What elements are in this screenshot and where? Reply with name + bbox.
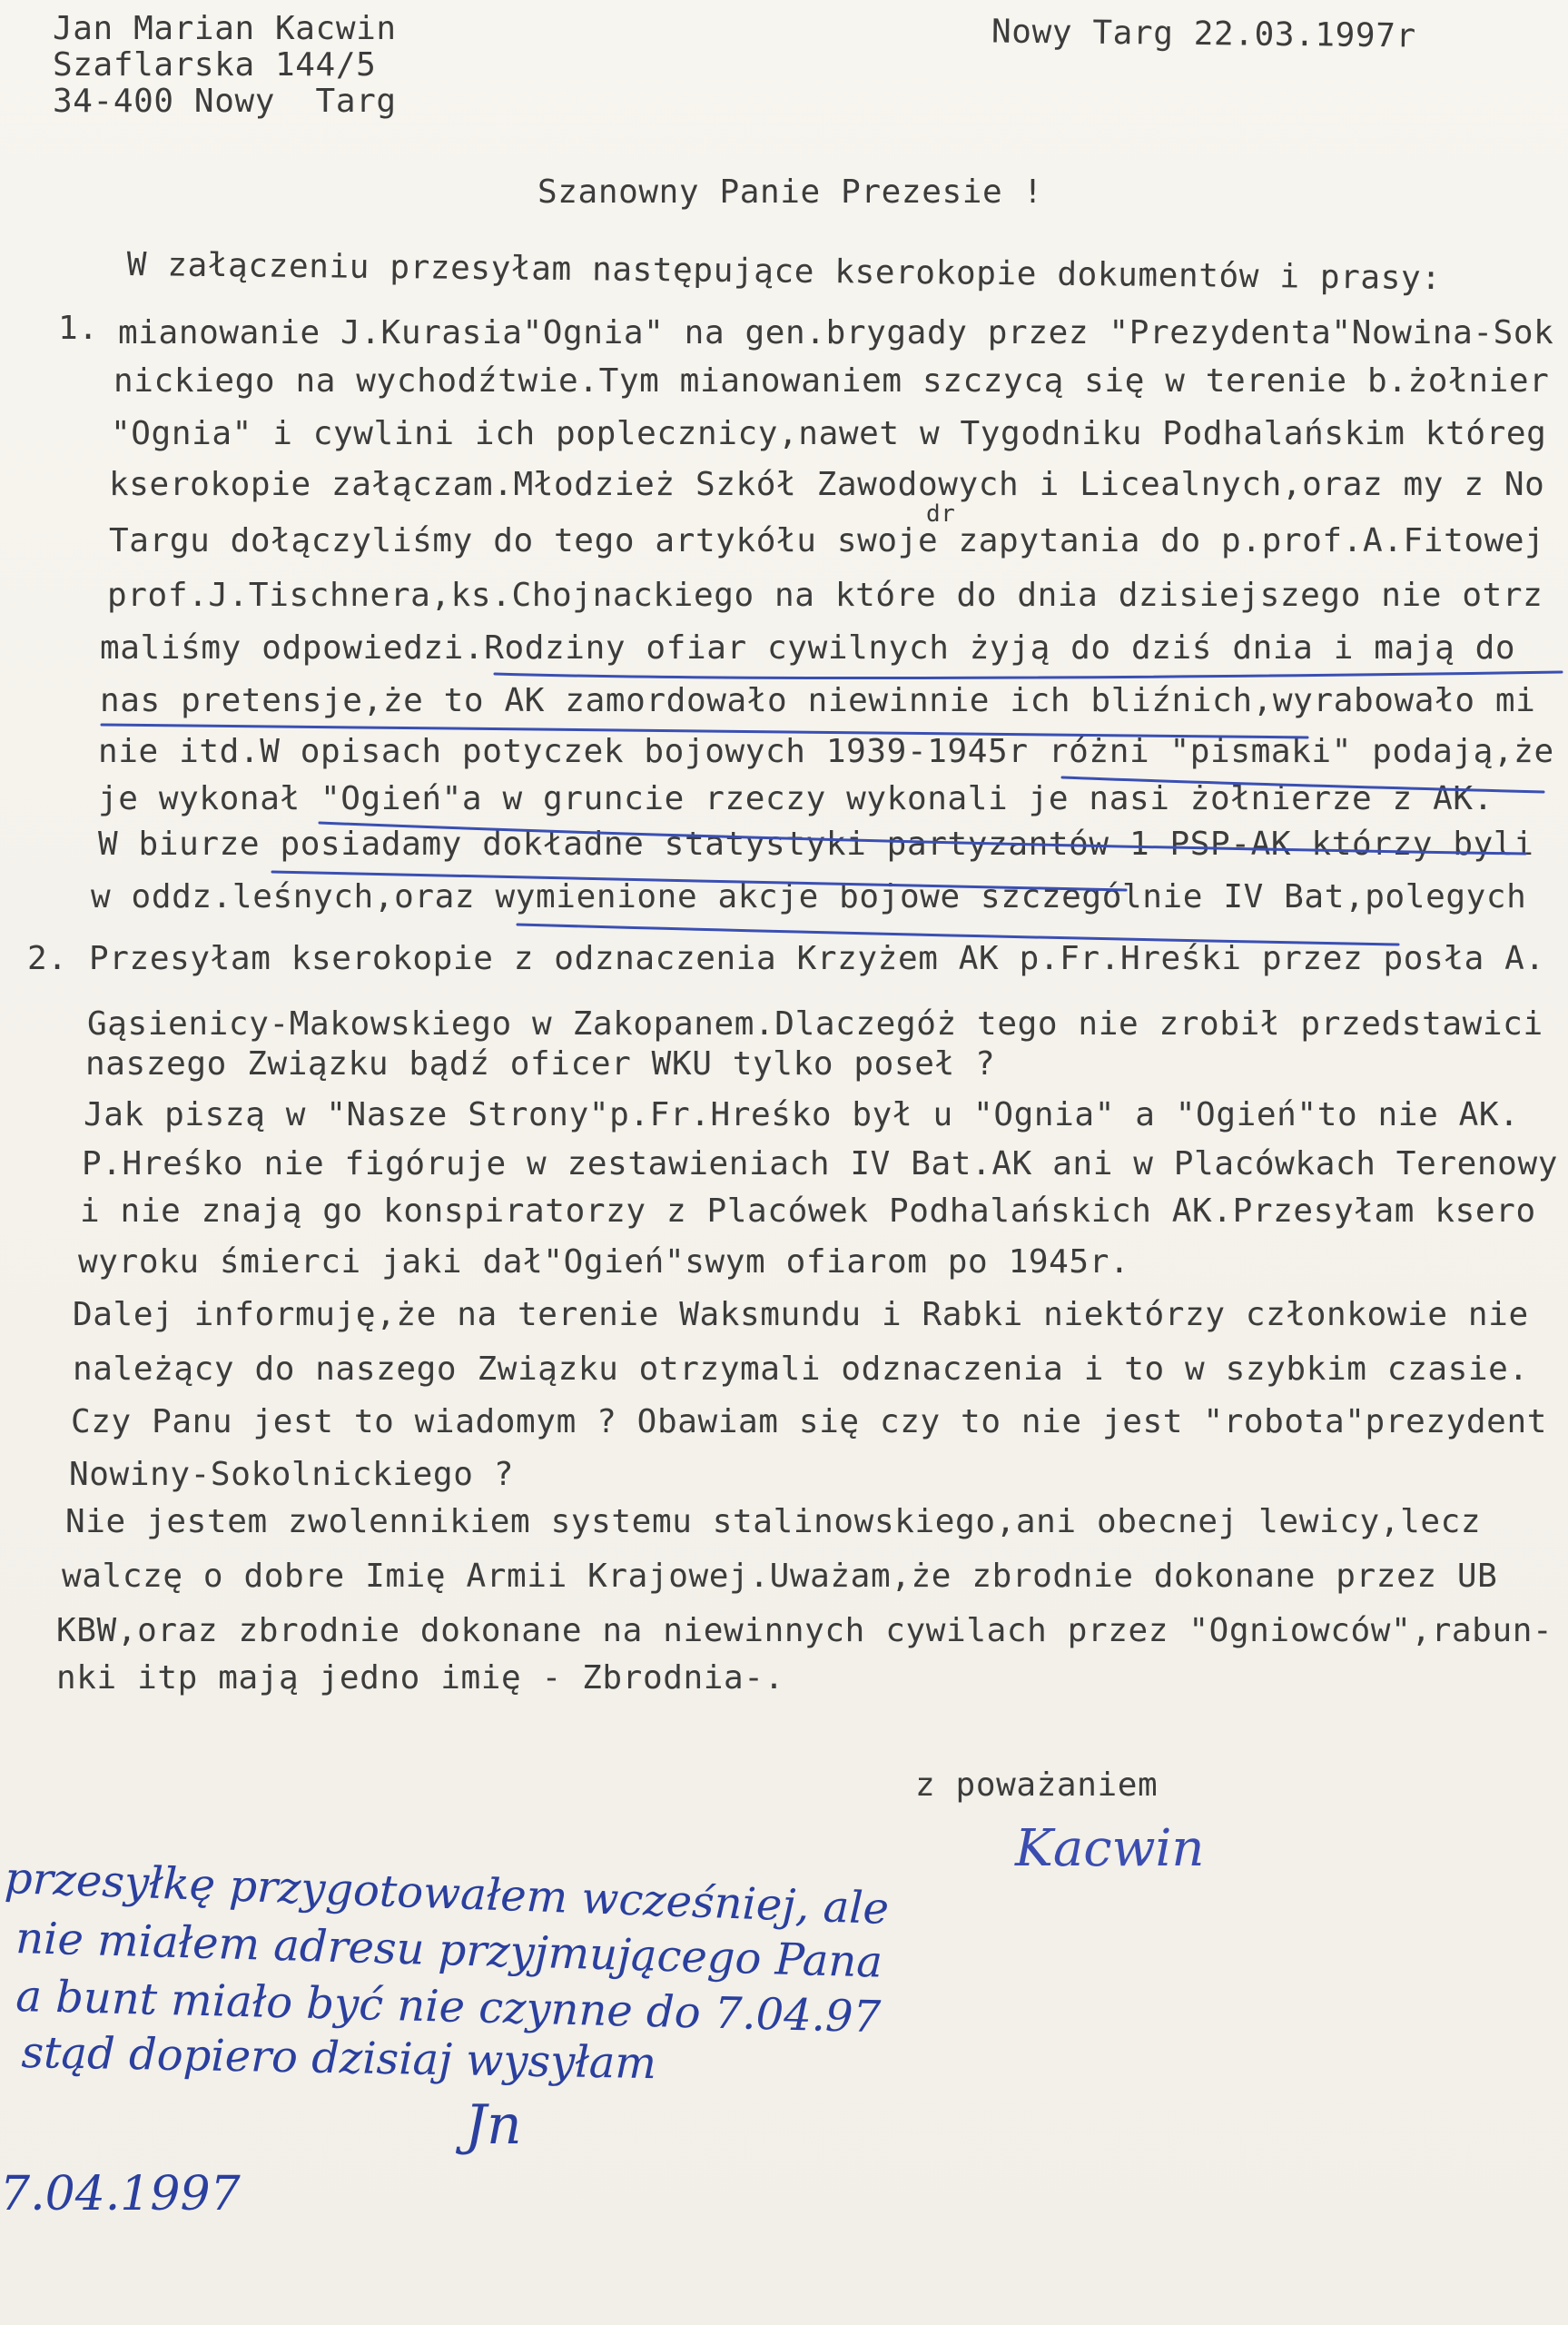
item-1-line: maliśmy odpowiedzi.Rodziny ofiar cywilnych żyją do dziś dnia i mają do (100, 629, 1516, 667)
handwritten-note-line: przesyłkę przygotowałem wcześniej, ale (4, 1853, 890, 1934)
handwritten-correction: dr (926, 500, 956, 528)
item-1-line: nas pretensje,że to AK zamordowało niewinnie ich bliźnich,wyrabowało mi (100, 682, 1536, 719)
item-2-line: należący do naszego Związku otrzymali odznaczenia i to w szybkim czasie. (73, 1350, 1529, 1388)
item-2-line: Czy Panu jest to wiadomym ? Obawiam się czy to nie jest "robota"prezydent (71, 1403, 1547, 1440)
sender-name: Jan Marian Kacwin (53, 10, 397, 47)
item-2-line: walczę o dobre Imię Armii Krajowej.Uważam,że zbrodnie dokonane przez UB (62, 1558, 1498, 1595)
item-1-number: 1. (58, 310, 99, 347)
sender-street: Szaflarska 144/5 (53, 46, 377, 84)
handwritten-date: 7.04.1997 (0, 2167, 241, 2221)
handwritten-note-line: nie miałem adresu przyjmującego Pana (15, 1913, 883, 1988)
signature: Kacwin (1015, 1819, 1205, 1878)
item-2-line: i nie znają go konspiratorzy z Placówek Podhalańskich AK.Przesyłam ksero (80, 1192, 1536, 1230)
item-2-line: naszego Związku bądź oficer WKU tylko poseł ? (85, 1045, 996, 1083)
item-1-line: W biurze posiadamy dokładne statystyki partyzantów 1 PSP-AK którzy byli (98, 826, 1534, 863)
item-2-line: Nowiny-Sokolnickiego ? (69, 1456, 515, 1493)
item-1-line: nickiego na wychodźtwie.Tym mianowaniem szczycą się w terenie b.żołnier (113, 362, 1550, 400)
sender-city: 34-400 Nowy Targ (53, 83, 397, 120)
pen-underline (495, 672, 1562, 678)
item-1-line: w oddz.leśnych,oraz wymienione akcje bojowe szczególnie IV Bat,polegych (91, 878, 1527, 915)
pen-underline (102, 725, 1307, 737)
item-1-line: Targu dołączyliśmy do tego artykółu swoje zapytania do p.prof.A.Fitowej (109, 522, 1545, 559)
item-2-line: KBW,oraz zbrodnie dokonane na niewinnych cywilach przez "Ogniowców",rabun- (56, 1612, 1553, 1649)
handwritten-note-line: a bunt miało być nie czynne do 7.04.97 (15, 1971, 882, 2043)
item-2-line: P.Hreśko nie figóruje w zestawieniach IV Bat.AK ani w Placówkach Terenowy (82, 1145, 1558, 1182)
handwritten-note-line: stąd dopiero dzisiaj wysyłam (21, 2027, 657, 2090)
handwritten-initials: Jn (465, 2093, 522, 2157)
item-2-line: Nie jestem zwolennikiem systemu stalinowskiego,ani obecnej lewicy,lecz (65, 1503, 1482, 1540)
item-1-line: je wykonał "Ogień"a w gruncie rzeczy wykonali je nasi żołnierze z AK. (98, 780, 1494, 817)
item-2-line: Jak piszą w "Nasze Strony"p.Fr.Hreśko był u "Ognia" a "Ogień"to nie AK. (84, 1096, 1520, 1133)
item-2-line: wyroku śmierci jaki dał"Ogień"swym ofiarom po 1945r. (78, 1243, 1130, 1281)
item-1-line: nie itd.W opisach potyczek bojowych 1939-1945r różni "pismaki" podają,że (98, 733, 1554, 770)
item-2-line: nki itp mają jedno imię - Zbrodnia-. (56, 1659, 784, 1697)
item-1-line: "Ognia" i cywlini ich poplecznicy,nawet w Tygodniku Podhalańskim któreg (111, 415, 1547, 452)
intro-line: W załączeniu przesyłam następujące kserokopie dokumentów i prasy: (126, 246, 1442, 298)
closing: z poważaniem (915, 1766, 1159, 1804)
pen-underline (1062, 777, 1543, 792)
pen-underline (272, 872, 1126, 890)
place-date: Nowy Targ 22.03.1997r (991, 13, 1416, 55)
item-2-number: 2. (27, 940, 68, 977)
pen-underline (320, 823, 1525, 854)
item-1-line: prof.J.Tischnera,ks.Chojnackiego na które do dnia dzisiejszego nie otrz (107, 577, 1543, 614)
item-1-line: mianowanie J.Kurasia"Ognia" na gen.brygady przez "Prezydenta"Nowina-Sok (118, 314, 1554, 351)
item-1-line: kserokopie załączam.Młodzież Szkół Zawodowych i Licealnych,oraz my z No (109, 466, 1545, 503)
pen-underline (518, 925, 1398, 945)
salutation: Szanowny Panie Prezesie ! (537, 173, 1043, 211)
item-2-line: Gąsienicy-Makowskiego w Zakopanem.Dlaczegóż tego nie zrobił przedstawici (87, 1005, 1543, 1043)
item-2-line: Przesyłam kserokopie z odznaczenia Krzyżem AK p.Fr.Hreśki przez posła A. (89, 940, 1545, 977)
item-2-line: Dalej informuję,że na terenie Waksmundu i Rabki niektórzy członkowie nie (73, 1296, 1529, 1333)
